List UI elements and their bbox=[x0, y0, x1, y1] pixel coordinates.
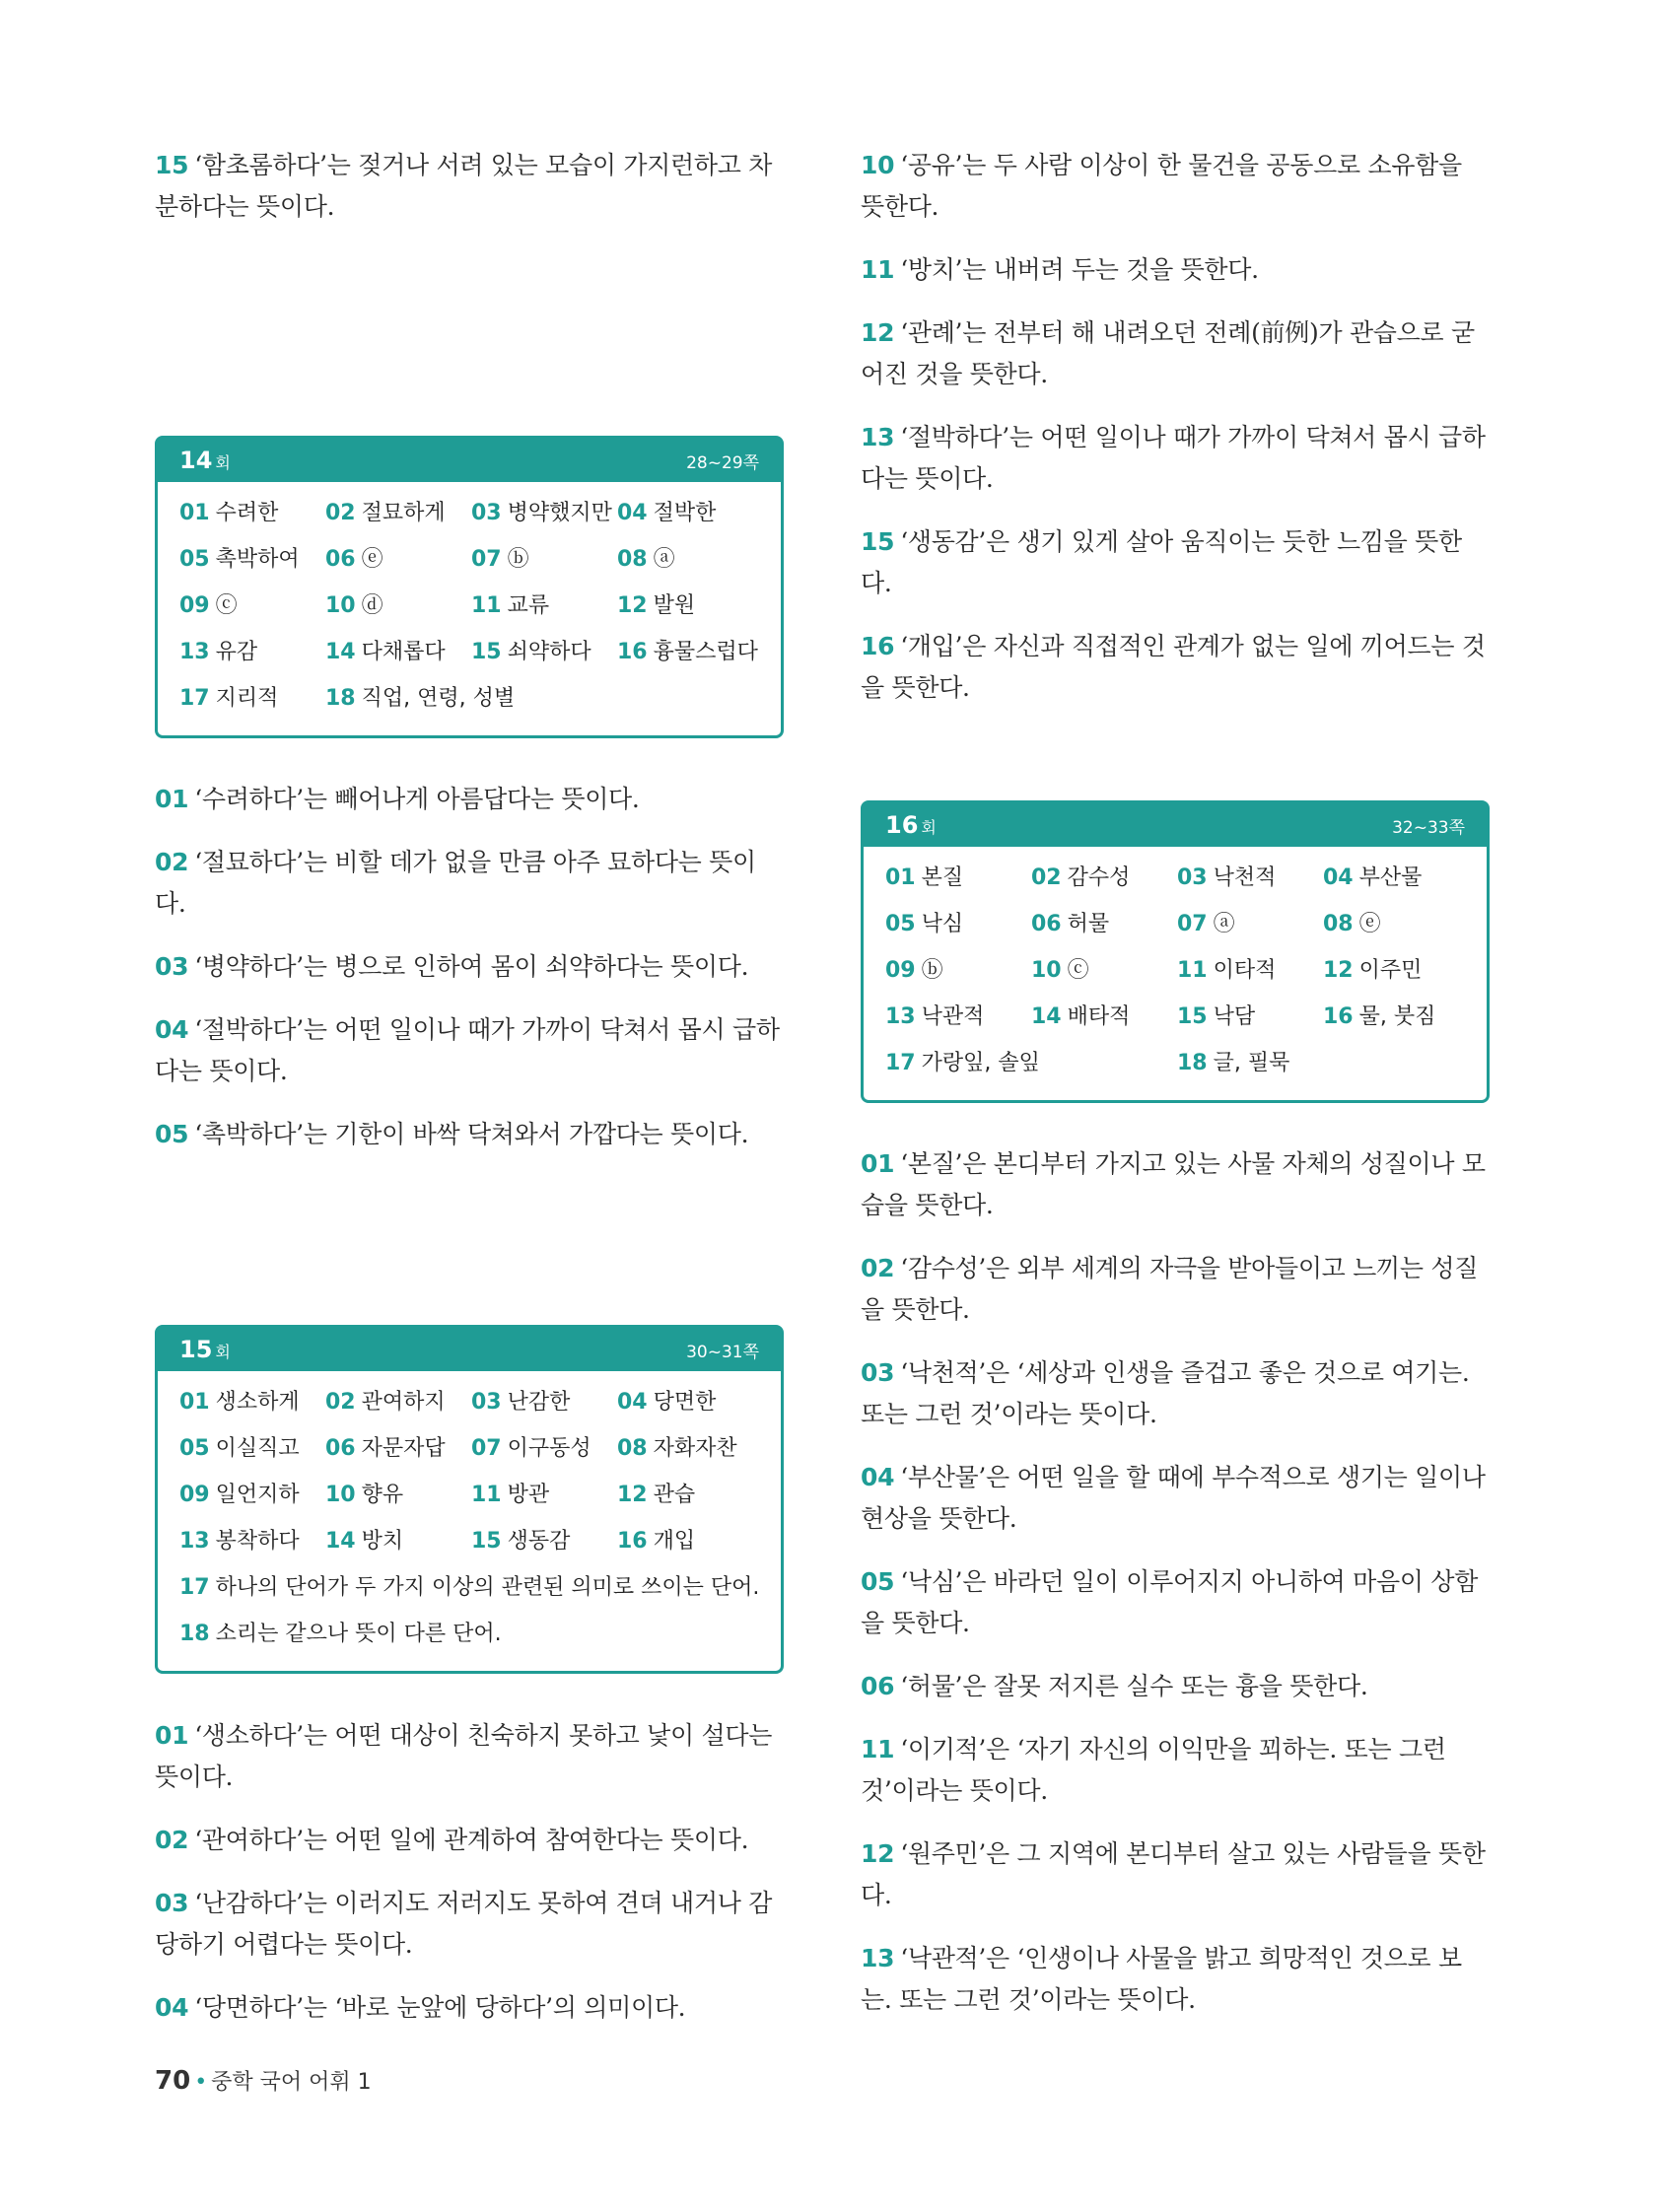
item-number: 13 bbox=[861, 1944, 895, 1972]
answer-cell bbox=[179, 583, 325, 629]
item-number: 03 bbox=[155, 952, 189, 981]
answer-number: 15 bbox=[1177, 1004, 1208, 1029]
answer-text: 낙관적 bbox=[921, 1004, 985, 1029]
answer-cell bbox=[325, 675, 763, 722]
answer-number: 04 bbox=[617, 501, 648, 525]
answer-cell bbox=[1177, 994, 1323, 1040]
explanation-item bbox=[861, 1457, 1490, 1540]
answer-number: 03 bbox=[471, 1390, 502, 1415]
answer-cell bbox=[885, 855, 1031, 901]
explanation-item bbox=[861, 249, 1490, 291]
answer-text: 부산물 bbox=[1358, 865, 1423, 890]
answer-cell bbox=[1031, 947, 1177, 994]
item-text: ‘생소하다’는 어떤 대상이 친숙하지 못하고 낯이 설다는 뜻이다. bbox=[155, 1721, 773, 1791]
item-text: ‘절박하다’는 어떤 일이나 때가 가까이 닥쳐서 몹시 급하다는 뜻이다. bbox=[861, 423, 1486, 493]
answer-cell bbox=[1031, 855, 1177, 901]
answer-number: 07 bbox=[471, 1436, 502, 1461]
answer-text: 교류 bbox=[507, 593, 550, 618]
explanation-item bbox=[155, 145, 784, 228]
answer-text: 낙심 bbox=[921, 912, 964, 936]
item-text: ‘당면하다’는 ‘바로 눈앞에 당하다’의 의미이다. bbox=[194, 1993, 686, 2022]
explanation-item bbox=[861, 312, 1490, 395]
answer-number: 10 bbox=[325, 1483, 356, 1507]
answer-number: 13 bbox=[179, 1529, 210, 1554]
answer-number: 09 bbox=[179, 1483, 210, 1507]
answer-number: 05 bbox=[179, 547, 210, 572]
answer-text: 지리적 bbox=[215, 686, 279, 711]
answer-number: 14 bbox=[1031, 1004, 1062, 1029]
item-text: ‘허물’은 잘못 저지른 실수 또는 흉을 뜻한다. bbox=[900, 1672, 1368, 1700]
answer-number: 17 bbox=[885, 1051, 916, 1075]
answer-text: ⓐ bbox=[1213, 912, 1235, 936]
explanation-item bbox=[155, 1820, 784, 1861]
answer-number: 13 bbox=[179, 640, 210, 664]
answer-cell bbox=[617, 1472, 763, 1518]
item-number: 01 bbox=[861, 1149, 895, 1178]
answer-number: 10 bbox=[325, 593, 356, 618]
answer-number: 08 bbox=[617, 1436, 648, 1461]
answer-box-header bbox=[158, 1328, 781, 1371]
answer-text: 소리는 같으나 뜻이 다른 단어. bbox=[215, 1622, 502, 1646]
answer-cell bbox=[1323, 994, 1469, 1040]
answer-number: 02 bbox=[325, 501, 356, 525]
item-text: ‘수려하다’는 빼어나게 아름답다는 뜻이다. bbox=[194, 785, 640, 813]
answer-text: 난감한 bbox=[507, 1390, 571, 1415]
item-number: 01 bbox=[155, 785, 189, 813]
answer-text: 낙천적 bbox=[1213, 865, 1277, 890]
item-text: ‘생동감’은 생기 있게 살아 움직이는 듯한 느낌을 뜻한다. bbox=[861, 527, 1462, 597]
answer-number: 06 bbox=[325, 547, 356, 572]
answer-number: 08 bbox=[1323, 912, 1354, 936]
item-number: 02 bbox=[861, 1254, 895, 1282]
item-number: 01 bbox=[155, 1721, 189, 1750]
answer-text: 본질 bbox=[921, 865, 964, 890]
answer-number: 13 bbox=[885, 1004, 916, 1029]
answer-text: 관여하지 bbox=[361, 1390, 446, 1415]
explanation-item bbox=[155, 1883, 784, 1966]
answer-text: 낙담 bbox=[1213, 1004, 1256, 1029]
explanation-item bbox=[861, 1938, 1490, 2021]
answer-cell bbox=[471, 536, 617, 583]
session-title: 14 회 bbox=[179, 447, 231, 474]
answer-text: ⓐ bbox=[653, 547, 675, 572]
answer-cell bbox=[179, 1564, 763, 1611]
answer-cell bbox=[325, 1379, 471, 1425]
answer-cell bbox=[325, 583, 471, 629]
session-title: 16 회 bbox=[885, 811, 937, 839]
answer-number: 05 bbox=[179, 1436, 210, 1461]
left-top-explanations bbox=[155, 145, 784, 249]
answer-number: 14 bbox=[325, 640, 356, 664]
explanation-item bbox=[861, 521, 1490, 604]
answer-number: 07 bbox=[1177, 912, 1208, 936]
item-text: ‘병약하다’는 병으로 인하여 몸이 쇠약하다는 뜻이다. bbox=[194, 952, 749, 981]
answer-cell bbox=[471, 583, 617, 629]
answer-cell bbox=[885, 947, 1031, 994]
answer-cell bbox=[617, 583, 763, 629]
answer-grid bbox=[158, 1371, 781, 1663]
item-number: 04 bbox=[155, 1993, 189, 2022]
answer-cell bbox=[1177, 901, 1323, 947]
answer-text: ⓓ bbox=[361, 593, 383, 618]
answer-text: 방치 bbox=[361, 1529, 404, 1554]
item-number: 12 bbox=[861, 1839, 895, 1868]
answer-number: 02 bbox=[1031, 865, 1062, 890]
answer-number: 18 bbox=[1177, 1051, 1208, 1075]
answer-number: 10 bbox=[1031, 958, 1062, 983]
book-title: 중학 국어 어휘 1 bbox=[211, 2070, 372, 2095]
answer-cell bbox=[471, 1425, 617, 1472]
answer-cell bbox=[885, 994, 1031, 1040]
answer-number: 06 bbox=[325, 1436, 356, 1461]
answer-text: 촉박하여 bbox=[215, 547, 300, 572]
answer-cell bbox=[179, 1425, 325, 1472]
answer-cell bbox=[179, 675, 325, 722]
answer-cell bbox=[179, 1379, 325, 1425]
answer-text: 이주민 bbox=[1358, 958, 1423, 983]
item-text: ‘낙천적’은 ‘세상과 인생을 즐겁고 좋은 것으로 여기는. 또는 그런 것’이라는 뜻이다. bbox=[861, 1358, 1470, 1428]
answer-number: 01 bbox=[179, 1390, 210, 1415]
answer-text: 허물 bbox=[1067, 912, 1110, 936]
answer-text: 이타적 bbox=[1213, 958, 1277, 983]
answer-text: 이실직고 bbox=[215, 1436, 300, 1461]
answer-box-header bbox=[864, 803, 1487, 847]
answer-cell bbox=[179, 629, 325, 675]
answer-number: 05 bbox=[885, 912, 916, 936]
answer-text: 유감 bbox=[215, 640, 258, 664]
item-text: ‘본질’은 본디부터 가지고 있는 사물 자체의 성질이나 모습을 뜻한다. bbox=[861, 1149, 1486, 1219]
answer-text: ⓑ bbox=[507, 547, 529, 572]
answer-cell bbox=[471, 1379, 617, 1425]
answer-text: 이구동성 bbox=[507, 1436, 591, 1461]
answer-cell bbox=[179, 490, 325, 536]
explanation-item bbox=[861, 1561, 1490, 1644]
answer-number: 12 bbox=[1323, 958, 1354, 983]
answer-text: 생동감 bbox=[507, 1529, 571, 1554]
answer-text: 쇠약하다 bbox=[507, 640, 591, 664]
item-number: 15 bbox=[861, 527, 895, 556]
answer-cell bbox=[1177, 855, 1323, 901]
answer-cell bbox=[471, 490, 617, 536]
explanation-item bbox=[155, 779, 784, 820]
answer-number: 17 bbox=[179, 686, 210, 711]
answer-cell bbox=[617, 490, 763, 536]
answer-number: 06 bbox=[1031, 912, 1062, 936]
answer-number: 03 bbox=[471, 501, 502, 525]
answer-grid bbox=[864, 847, 1487, 1092]
answer-text: ⓑ bbox=[921, 958, 943, 983]
answer-box-16 bbox=[861, 800, 1490, 1103]
answer-number: 01 bbox=[179, 501, 210, 525]
answer-box-15 bbox=[155, 1325, 784, 1674]
right-top-explanations bbox=[861, 145, 1490, 730]
item-number: 02 bbox=[155, 848, 189, 876]
answer-text: 개입 bbox=[653, 1529, 696, 1554]
item-text: ‘절묘하다’는 비할 데가 없을 만큼 아주 묘하다는 뜻이다. bbox=[155, 848, 756, 918]
answer-cell bbox=[325, 1425, 471, 1472]
answer-cell bbox=[471, 629, 617, 675]
answer-text: 자문자답 bbox=[361, 1436, 446, 1461]
item-number: 16 bbox=[861, 632, 895, 660]
answer-number: 15 bbox=[471, 640, 502, 664]
answer-box-header bbox=[158, 439, 781, 482]
item-text: ‘공유’는 두 사람 이상이 한 물건을 공동으로 소유함을 뜻한다. bbox=[861, 151, 1462, 221]
item-number: 03 bbox=[861, 1358, 895, 1387]
explanation-item bbox=[861, 1143, 1490, 1226]
page-range: 32~33쪽 bbox=[1392, 817, 1465, 838]
item-text: ‘관례’는 전부터 해 내려오던 전례(前例)가 관습으로 굳어진 것을 뜻한다. bbox=[861, 318, 1475, 388]
answer-number: 18 bbox=[179, 1622, 210, 1646]
item-number: 05 bbox=[861, 1567, 895, 1596]
answer-cell bbox=[179, 1611, 763, 1657]
answer-number: 04 bbox=[1323, 865, 1354, 890]
answer-text: 절박한 bbox=[653, 501, 717, 525]
answer-text: 글, 필묵 bbox=[1213, 1051, 1290, 1075]
answer-cell bbox=[1031, 901, 1177, 947]
explanation-item bbox=[861, 1729, 1490, 1812]
answer-text: 병약했지만 bbox=[507, 501, 612, 525]
item-text: ‘방치’는 내버려 두는 것을 뜻한다. bbox=[900, 255, 1259, 284]
explanation-item bbox=[155, 946, 784, 988]
answer-cell bbox=[1177, 947, 1323, 994]
answer-text: 봉착하다 bbox=[215, 1529, 300, 1554]
answer-text: 향유 bbox=[361, 1483, 404, 1507]
answer-cell bbox=[617, 629, 763, 675]
answer-text: 자화자찬 bbox=[653, 1436, 737, 1461]
item-number: 11 bbox=[861, 255, 895, 284]
answer-number: 12 bbox=[617, 1483, 648, 1507]
answer-number: 11 bbox=[471, 593, 502, 618]
answer-cell bbox=[885, 1040, 1177, 1086]
answer-number: 15 bbox=[471, 1529, 502, 1554]
answer-cell bbox=[617, 1379, 763, 1425]
answer-text: 생소하게 bbox=[215, 1390, 300, 1415]
item-text: ‘이기적’은 ‘자기 자신의 이익만을 꾀하는. 또는 그런 것’이라는 뜻이다. bbox=[861, 1735, 1446, 1805]
answer-cell bbox=[617, 1518, 763, 1564]
answer-number: 18 bbox=[325, 686, 356, 711]
answer-cell bbox=[179, 1518, 325, 1564]
answer-text: 방관 bbox=[507, 1483, 550, 1507]
answer-number: 04 bbox=[617, 1390, 648, 1415]
answer-cell bbox=[617, 536, 763, 583]
answer-text: 절묘하게 bbox=[361, 501, 446, 525]
item-number: 04 bbox=[861, 1463, 895, 1491]
answer-box-14 bbox=[155, 436, 784, 738]
item-number: 10 bbox=[861, 151, 895, 179]
answer-text: 당면한 bbox=[653, 1390, 717, 1415]
page-number: 70 bbox=[155, 2066, 191, 2096]
right-bottom-explanations bbox=[861, 1143, 1490, 2042]
explanation-item bbox=[861, 145, 1490, 228]
item-number: 11 bbox=[861, 1735, 895, 1763]
left-mid-explanations bbox=[155, 779, 784, 1177]
item-text: ‘함초롬하다’는 젖거나 서려 있는 모습이 가지런하고 차분하다는 뜻이다. bbox=[155, 151, 773, 221]
answer-cell bbox=[1031, 994, 1177, 1040]
explanation-item bbox=[861, 1248, 1490, 1331]
session-title: 15 회 bbox=[179, 1336, 231, 1363]
item-number: 15 bbox=[155, 151, 189, 179]
answer-cell bbox=[1177, 1040, 1469, 1086]
answer-text: 일언지하 bbox=[215, 1483, 300, 1507]
item-text: ‘감수성’은 외부 세계의 자극을 받아들이고 느끼는 성질을 뜻한다. bbox=[861, 1254, 1479, 1324]
answer-number: 16 bbox=[617, 1529, 648, 1554]
explanation-item bbox=[155, 1114, 784, 1155]
answer-number: 07 bbox=[471, 547, 502, 572]
answer-cell bbox=[471, 1518, 617, 1564]
answer-number: 17 bbox=[179, 1575, 210, 1600]
answer-text: ⓔ bbox=[361, 547, 383, 572]
explanation-item bbox=[155, 1009, 784, 1092]
explanation-item bbox=[861, 1666, 1490, 1707]
answer-number: 09 bbox=[179, 593, 210, 618]
answer-text: 흉물스럽다 bbox=[653, 640, 758, 664]
answer-text: 배타적 bbox=[1067, 1004, 1131, 1029]
explanation-item bbox=[155, 1715, 784, 1798]
answer-number: 12 bbox=[617, 593, 648, 618]
answer-cell bbox=[885, 901, 1031, 947]
answer-text: ⓒ bbox=[1067, 958, 1089, 983]
explanation-item bbox=[861, 626, 1490, 709]
answer-text: 다채롭다 bbox=[361, 640, 446, 664]
item-number: 03 bbox=[155, 1889, 189, 1917]
page-range: 30~31쪽 bbox=[686, 1342, 759, 1362]
item-text: ‘부산물’은 어떤 일을 할 때에 부수적으로 생기는 일이나 현상을 뜻한다. bbox=[861, 1463, 1486, 1533]
answer-text: 발원 bbox=[653, 593, 696, 618]
item-text: ‘촉박하다’는 기한이 바싹 닥쳐와서 가깝다는 뜻이다. bbox=[194, 1120, 749, 1148]
answer-cell bbox=[179, 536, 325, 583]
answer-text: ⓔ bbox=[1358, 912, 1381, 936]
item-text: ‘원주민’은 그 지역에 본디부터 살고 있는 사람들을 뜻한다. bbox=[861, 1839, 1486, 1909]
answer-cell bbox=[325, 490, 471, 536]
answer-text: ⓒ bbox=[215, 593, 238, 618]
answer-text: 관습 bbox=[653, 1483, 696, 1507]
answer-cell bbox=[1323, 901, 1469, 947]
answer-number: 16 bbox=[617, 640, 648, 664]
answer-cell bbox=[325, 1518, 471, 1564]
answer-cell bbox=[325, 536, 471, 583]
answer-grid bbox=[158, 482, 781, 727]
answer-cell bbox=[1323, 947, 1469, 994]
answer-cell bbox=[471, 1472, 617, 1518]
left-bottom-explanations bbox=[155, 1715, 784, 2050]
explanation-item bbox=[155, 1987, 784, 2029]
answer-cell bbox=[325, 1472, 471, 1518]
answer-text: 하나의 단어가 두 가지 이상의 관련된 의미로 쓰이는 단어. bbox=[215, 1575, 760, 1600]
item-number: 06 bbox=[861, 1672, 895, 1700]
answer-text: 직업, 연령, 성별 bbox=[361, 686, 516, 711]
answer-cell bbox=[1323, 855, 1469, 901]
explanation-item bbox=[861, 417, 1490, 500]
explanation-item bbox=[861, 1833, 1490, 1916]
item-text: ‘개입’은 자신과 직접적인 관계가 없는 일에 끼어드는 것을 뜻한다. bbox=[861, 632, 1486, 702]
answer-number: 16 bbox=[1323, 1004, 1354, 1029]
item-number: 04 bbox=[155, 1015, 189, 1044]
answer-text: 가랑잎, 솔잎 bbox=[921, 1051, 1040, 1075]
item-text: ‘관여하다’는 어떤 일에 관계하여 참여한다는 뜻이다. bbox=[194, 1826, 749, 1854]
answer-number: 11 bbox=[471, 1483, 502, 1507]
answer-text: 물, 붓짐 bbox=[1358, 1004, 1436, 1029]
item-number: 12 bbox=[861, 318, 895, 347]
answer-cell bbox=[179, 1472, 325, 1518]
answer-text: 감수성 bbox=[1067, 865, 1131, 890]
explanation-item bbox=[155, 842, 784, 925]
answer-number: 09 bbox=[885, 958, 916, 983]
answer-number: 08 bbox=[617, 547, 648, 572]
item-number: 05 bbox=[155, 1120, 189, 1148]
item-text: ‘절박하다’는 어떤 일이나 때가 가까이 닥쳐서 몹시 급하다는 뜻이다. bbox=[155, 1015, 780, 1085]
footer-dot-icon: • bbox=[194, 2070, 208, 2095]
answer-number: 02 bbox=[325, 1390, 356, 1415]
item-text: ‘난감하다’는 이러지도 저러지도 못하여 견뎌 내거나 감당하기 어렵다는 뜻이다. bbox=[155, 1889, 773, 1959]
answer-number: 01 bbox=[885, 865, 916, 890]
answer-number: 03 bbox=[1177, 865, 1208, 890]
answer-number: 14 bbox=[325, 1529, 356, 1554]
item-text: ‘낙심’은 바라던 일이 이루어지지 아니하여 마음이 상함을 뜻한다. bbox=[861, 1567, 1479, 1637]
answer-number: 11 bbox=[1177, 958, 1208, 983]
answer-cell bbox=[617, 1425, 763, 1472]
explanation-item bbox=[861, 1352, 1490, 1435]
page-range: 28~29쪽 bbox=[686, 452, 759, 473]
page-footer bbox=[155, 2065, 372, 2096]
answer-text: 수려한 bbox=[215, 501, 279, 525]
item-number: 02 bbox=[155, 1826, 189, 1854]
answer-cell bbox=[325, 629, 471, 675]
item-text: ‘낙관적’은 ‘인생이나 사물을 밝고 희망적인 것으로 보는. 또는 그런 것’이라는 뜻이다. bbox=[861, 1944, 1462, 2014]
item-number: 13 bbox=[861, 423, 895, 451]
